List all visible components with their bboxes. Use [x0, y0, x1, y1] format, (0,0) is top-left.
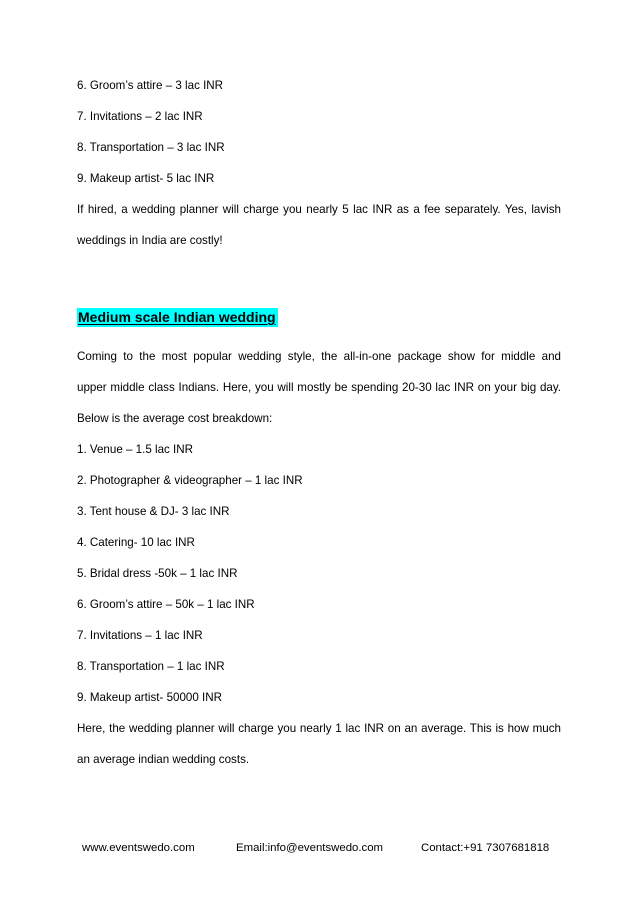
list-item: 4. Catering- 10 lac INR — [77, 536, 195, 549]
paragraph-line: weddings in India are costly! — [77, 234, 223, 247]
list-item: 8. Transportation – 1 lac INR — [77, 660, 225, 673]
list-item: 6. Groom’s attire – 3 lac INR — [77, 79, 224, 92]
paragraph-line: upper middle class Indians. Here, you will mostly be spending 20-30 lac INR on your big day. — [77, 381, 561, 394]
list-item: 8. Transportation – 3 lac INR — [77, 141, 225, 154]
list-item: 7. Invitations – 1 lac INR — [77, 629, 203, 642]
list-item: 2. Photographer & videographer – 1 lac INR — [77, 474, 303, 487]
paragraph-line: Coming to the most popular wedding style, the all-in-one package show for middle and — [77, 350, 561, 363]
paragraph-line: Here, the wedding planner will charge you nearly 1 lac INR on an average. This is how much — [77, 722, 561, 735]
list-item: 7. Invitations – 2 lac INR — [77, 110, 203, 123]
paragraph-line: an average indian wedding costs. — [77, 753, 250, 766]
section-heading: Medium scale Indian wedding — [78, 309, 276, 325]
footer-email: Email:info@eventswedo.com — [236, 842, 384, 854]
footer-contact: Contact:+91 7307681818 — [421, 842, 550, 854]
list-item: 9. Makeup artist- 50000 INR — [77, 691, 222, 704]
list-item: 1. Venue – 1.5 lac INR — [77, 443, 194, 456]
list-item: 9. Makeup artist- 5 lac INR — [77, 172, 215, 185]
list-item: 5. Bridal dress -50k – 1 lac INR — [77, 567, 238, 580]
list-item: 6. Groom’s attire – 50k – 1 lac INR — [77, 598, 255, 611]
list-item: 3. Tent house & DJ- 3 lac INR — [77, 505, 230, 518]
paragraph-line: If hired, a wedding planner will charge you nearly 5 lac INR as a fee separately. Yes, lavish — [77, 203, 561, 216]
footer-website: www.eventswedo.com — [82, 842, 195, 854]
paragraph-line: Below is the average cost breakdown: — [77, 412, 273, 425]
